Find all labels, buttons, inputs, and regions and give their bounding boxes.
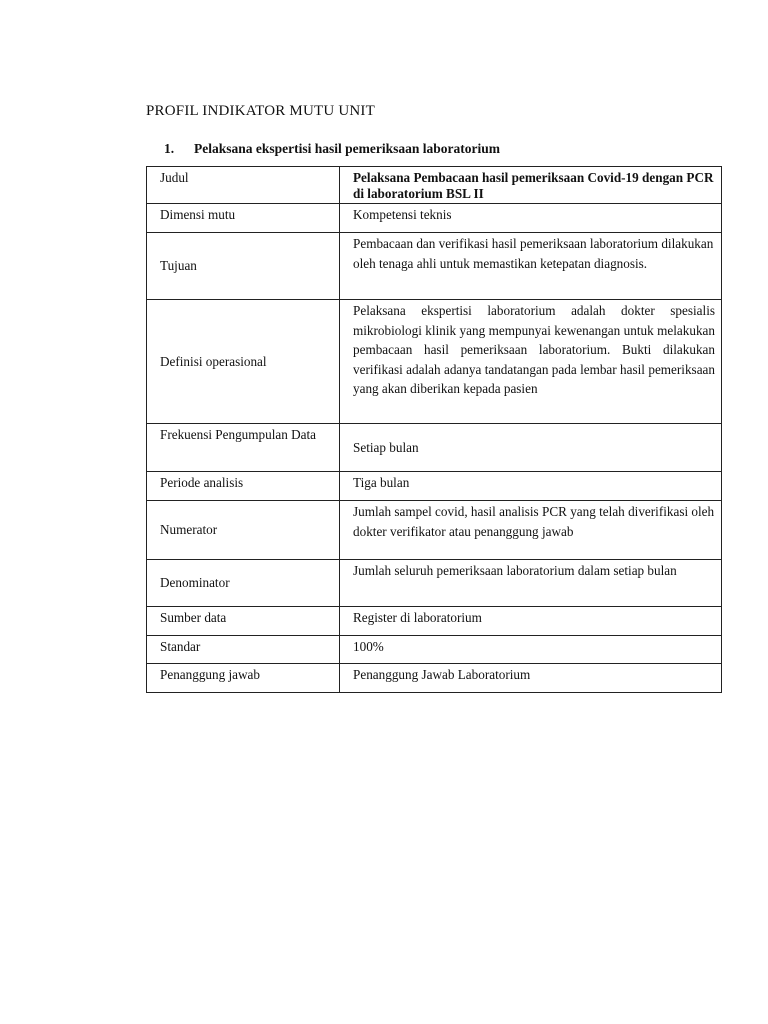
row-value-numerator: Jumlah sampel covid, hasil analisis PCR yang telah diverifikasi oleh dokter verifikator atau penanggung jawab bbox=[340, 501, 722, 560]
page-title: PROFIL INDIKATOR MUTU UNIT bbox=[146, 103, 375, 119]
row-label-judul: Judul bbox=[147, 167, 340, 204]
row-value-denominator: Jumlah seluruh pemeriksaan laboratorium dalam setiap bulan bbox=[340, 560, 722, 607]
table-row bbox=[147, 424, 722, 472]
row-value-frekuensi: Setiap bulan bbox=[340, 424, 722, 472]
row-label-frekuensi: Frekuensi Pengumpulan Data bbox=[147, 424, 340, 472]
table-row bbox=[147, 607, 722, 636]
table-row bbox=[147, 233, 722, 300]
table-row bbox=[147, 300, 722, 424]
row-label-standar: Standar bbox=[147, 636, 340, 664]
row-value-judul: Pelaksana Pembacaan hasil pemeriksaan Covid-19 dengan PCR di laboratorium BSL II bbox=[340, 167, 722, 204]
row-value-penanggung-jawab: Penanggung Jawab Laboratorium bbox=[340, 664, 722, 693]
section-heading-text: Pelaksana ekspertisi hasil pemeriksaan laboratorium bbox=[194, 141, 501, 156]
table-row bbox=[147, 636, 722, 664]
table-row bbox=[147, 560, 722, 607]
table-row bbox=[147, 664, 722, 693]
row-label-sumber-data: Sumber data bbox=[147, 607, 340, 636]
table-row bbox=[147, 472, 722, 501]
table-row bbox=[147, 501, 722, 560]
row-label-denominator: Denominator bbox=[147, 560, 340, 607]
row-value-sumber-data: Register di laboratorium bbox=[340, 607, 722, 636]
row-label-tujuan: Tujuan bbox=[147, 233, 340, 300]
row-label-numerator: Numerator bbox=[147, 501, 340, 560]
row-value-tujuan: Pembacaan dan verifikasi hasil pemeriksaan laboratorium dilakukan oleh tenaga ahli untuk memastikan ketepatan diagnosis. bbox=[340, 233, 722, 300]
row-value-definisi-operasional: Pelaksana ekspertisi laboratorium adalah dokter spesialis mikrobiologi klinik yang mempunyai kewenangan untuk melakukan pembacaan hasil pemeriksaan laboratorium. Bukti dilakukan verifikasi adalah adanya tandatangan pada lembar hasil pemeriksaan yang akan diberikan kepada pasien bbox=[340, 300, 722, 424]
row-label-dimensi-mutu: Dimensi mutu bbox=[147, 204, 340, 233]
row-value-periode-analisis: Tiga bulan bbox=[340, 472, 722, 501]
indicator-profile-table bbox=[146, 166, 722, 693]
table-row bbox=[147, 167, 722, 204]
row-value-dimensi-mutu: Kompetensi teknis bbox=[340, 204, 722, 233]
row-label-penanggung-jawab: Penanggung jawab bbox=[147, 664, 340, 693]
row-label-periode-analisis: Periode analisis bbox=[147, 472, 340, 501]
row-value-standar: 100% bbox=[340, 636, 722, 664]
table-row bbox=[147, 204, 722, 233]
section-number: 1. bbox=[164, 141, 175, 156]
section-heading bbox=[164, 141, 500, 157]
row-label-definisi-operasional: Definisi operasional bbox=[147, 300, 340, 424]
